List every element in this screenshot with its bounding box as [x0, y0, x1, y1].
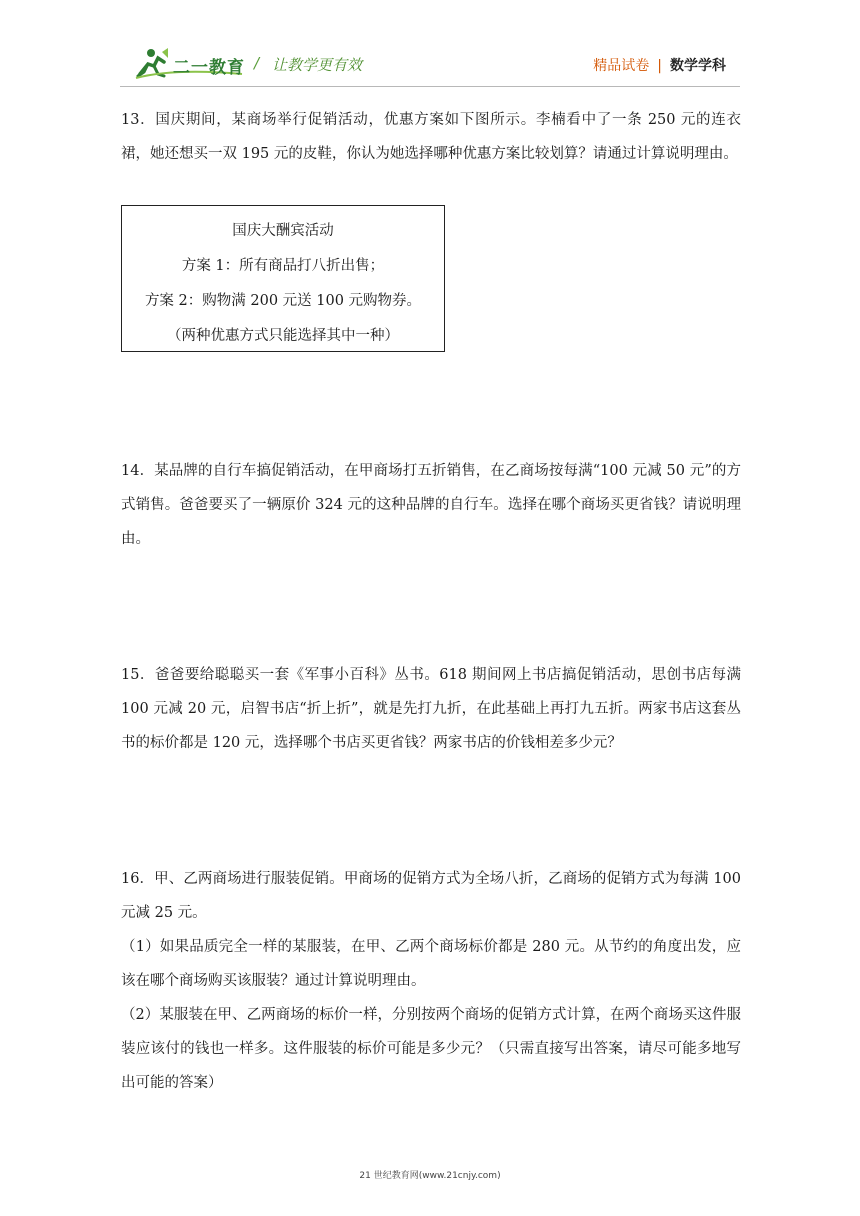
promo-box	[121, 205, 445, 352]
header-label-premium: 精品试卷	[593, 58, 650, 74]
header-divider	[120, 86, 740, 87]
header-label-subject: 数学学科	[670, 58, 726, 74]
page-header	[0, 0, 860, 92]
question-14: 14．某品牌的自行车搞促销活动，在甲商场打五折销售，在乙商场按每满“100 元减 50 元”的方式销售。爸爸要买了一辆原价 324 元的这种品牌的自行车。选择在哪个商场买更省钱？请说明理由。	[121, 463, 741, 547]
logo-text: 二一教育	[173, 58, 245, 78]
promo-note: （两种优惠方式只能选择其中一种）	[167, 328, 399, 344]
header-subject	[593, 55, 726, 75]
question-16-stem: 16．甲、乙两商场进行服装促销。甲商场的促销方式为全场八折，乙商场的促销方式为每满 100 元减 25 元。	[121, 871, 741, 921]
page-footer: 21 世纪教育网(www.21cnjy.com)	[359, 1171, 501, 1181]
promo-plan-2: 方案 2：购物满 200 元送 100 元购物券。	[144, 293, 422, 309]
question-15: 15．爸爸要给聪聪买一套《军事小百科》丛书。618 期间网上书店搞促销活动，思创书店每满 100 元减 20 元，启智书店“折上折”，就是先打九折，在此基础上再打九五折。两家书店这套丛书的标价都是 120 元，选择哪个书店买更省钱？两家书店的价钱相差多少元？	[121, 667, 741, 751]
question-16-part-1: （1）如果品质完全一样的某服装，在甲、乙两个商场标价都是 280 元。从节约的角度出发，应该在哪个商场购买该服装？通过计算说明理由。	[121, 939, 741, 989]
header-slogan: 让教学更有效	[272, 56, 363, 74]
header-slash: /	[254, 54, 260, 72]
question-16-part-2: （2）某服装在甲、乙两商场的标价一样，分别按两个商场的促销方式计算，在两个商场买这件服装应该付的钱也一样多。这件服装的标价可能是多少元？（只需直接写出答案，请尽可能多地写出可能的答案）	[121, 1007, 741, 1091]
promo-title: 国庆大酬宾活动	[232, 223, 334, 239]
question-13: 13．国庆期间，某商场举行促销活动，优惠方案如下图所示。李楠看中了一条 250 元的连衣裙，她还想买一双 195 元的皮鞋，你认为她选择哪种优惠方案比较划算？请通过计算说明理由。	[121, 112, 741, 162]
promo-plan-1: 方案 1：所有商品打八折出售；	[181, 258, 385, 274]
header-separator: |	[657, 58, 662, 74]
